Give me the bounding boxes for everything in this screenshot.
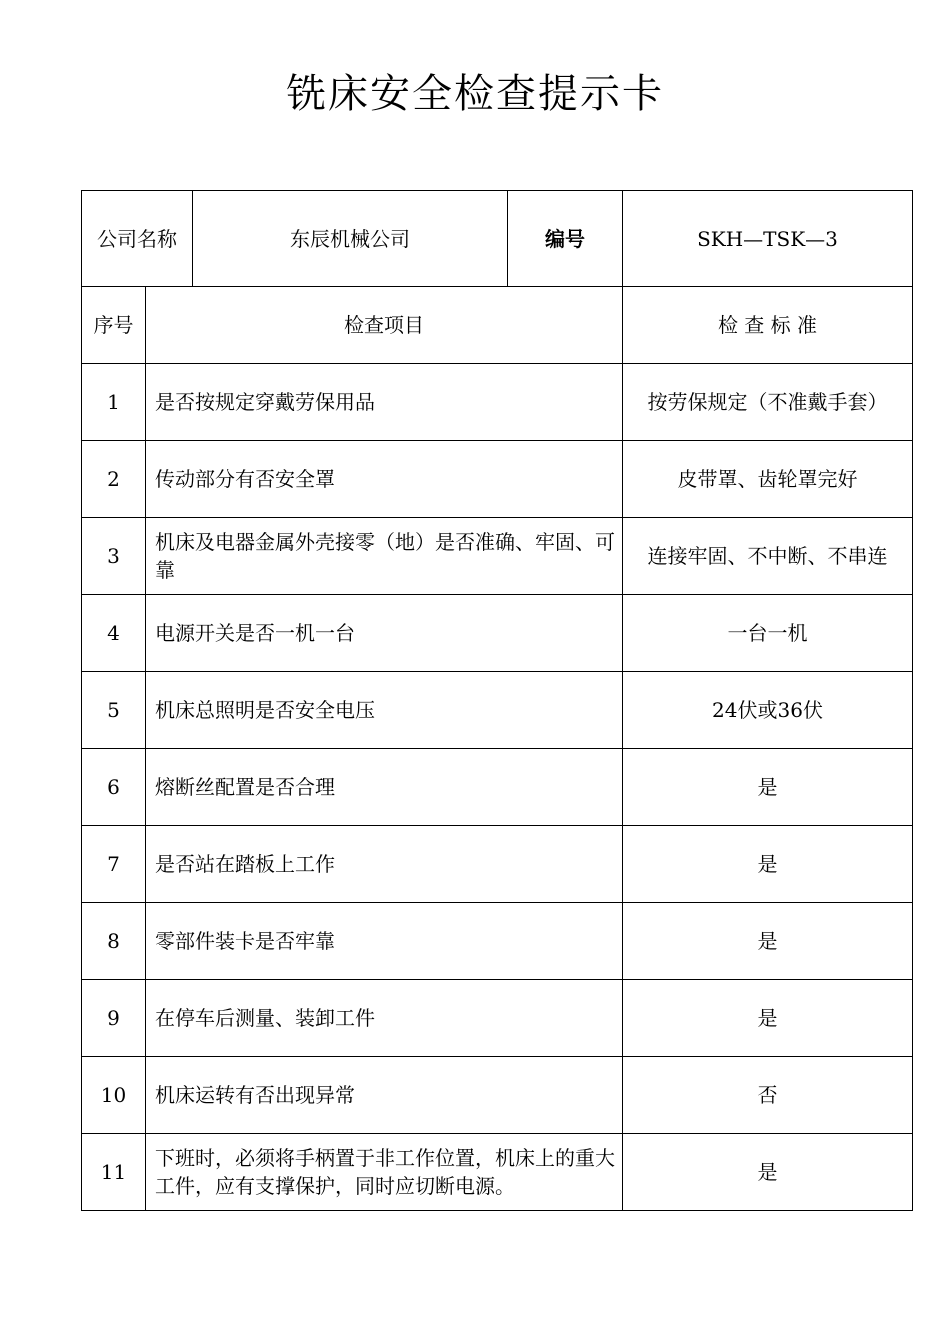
- check-item: 电源开关是否一机一台: [146, 595, 623, 672]
- table-row: [82, 364, 913, 441]
- check-standard: 一台一机: [623, 595, 913, 672]
- row-number: 3: [82, 518, 146, 595]
- row-number: 6: [82, 749, 146, 826]
- check-item: 机床及电器金属外壳接零（地）是否准确、牢固、可靠: [146, 518, 623, 595]
- check-item: 是否按规定穿戴劳保用品: [146, 364, 623, 441]
- row-number: 5: [82, 672, 146, 749]
- header-item: 检查项目: [146, 287, 623, 364]
- check-item: 机床运转有否出现异常: [146, 1057, 623, 1134]
- check-standard: 是: [623, 1134, 913, 1211]
- check-item: 在停车后测量、装卸工件: [146, 980, 623, 1057]
- header-no: 序号: [82, 287, 146, 364]
- check-standard: 24伏或36伏: [623, 672, 913, 749]
- table-row: [82, 980, 913, 1057]
- check-item: 是否站在踏板上工作: [146, 826, 623, 903]
- code-label: 编号: [508, 191, 623, 287]
- table-row: [82, 749, 913, 826]
- header-row: [82, 287, 913, 364]
- rows-body: [82, 364, 913, 1211]
- table-row: [82, 672, 913, 749]
- check-standard: 皮带罩、齿轮罩完好: [623, 441, 913, 518]
- check-standard: 按劳保规定（不准戴手套）: [623, 364, 913, 441]
- table-row: [82, 441, 913, 518]
- check-standard: 是: [623, 903, 913, 980]
- check-standard: 是: [623, 749, 913, 826]
- check-item: 传动部分有否安全罩: [146, 441, 623, 518]
- company-name-value: 东辰机械公司: [193, 191, 508, 287]
- table-row: [82, 518, 913, 595]
- check-item: 熔断丝配置是否合理: [146, 749, 623, 826]
- table-row: [82, 826, 913, 903]
- row-number: 8: [82, 903, 146, 980]
- table-row: [82, 1134, 913, 1211]
- table-row: [82, 903, 913, 980]
- check-standard: 是: [623, 980, 913, 1057]
- row-number: 10: [82, 1057, 146, 1134]
- company-row: [82, 191, 913, 287]
- table-row: [82, 595, 913, 672]
- row-number: 1: [82, 364, 146, 441]
- header-standard: 检 查 标 准: [623, 287, 913, 364]
- row-number: 7: [82, 826, 146, 903]
- check-standard: 否: [623, 1057, 913, 1134]
- check-standard: 是: [623, 826, 913, 903]
- check-item: 机床总照明是否安全电压: [146, 672, 623, 749]
- row-number: 9: [82, 980, 146, 1057]
- code-value: SKH—TSK—3: [623, 191, 913, 287]
- company-name-label: 公司名称: [82, 191, 193, 287]
- check-item: 零部件装卡是否牢靠: [146, 903, 623, 980]
- check-item: 下班时，必须将手柄置于非工作位置，机床上的重大工件，应有支撑保护，同时应切断电源。: [146, 1134, 623, 1211]
- inspection-table: [81, 190, 913, 1211]
- row-number: 4: [82, 595, 146, 672]
- row-number: 2: [82, 441, 146, 518]
- row-number: 11: [82, 1134, 146, 1211]
- page-title: 铣床安全检查提示卡: [286, 71, 664, 117]
- table-row: [82, 1057, 913, 1134]
- check-standard: 连接牢固、不中断、不串连: [623, 518, 913, 595]
